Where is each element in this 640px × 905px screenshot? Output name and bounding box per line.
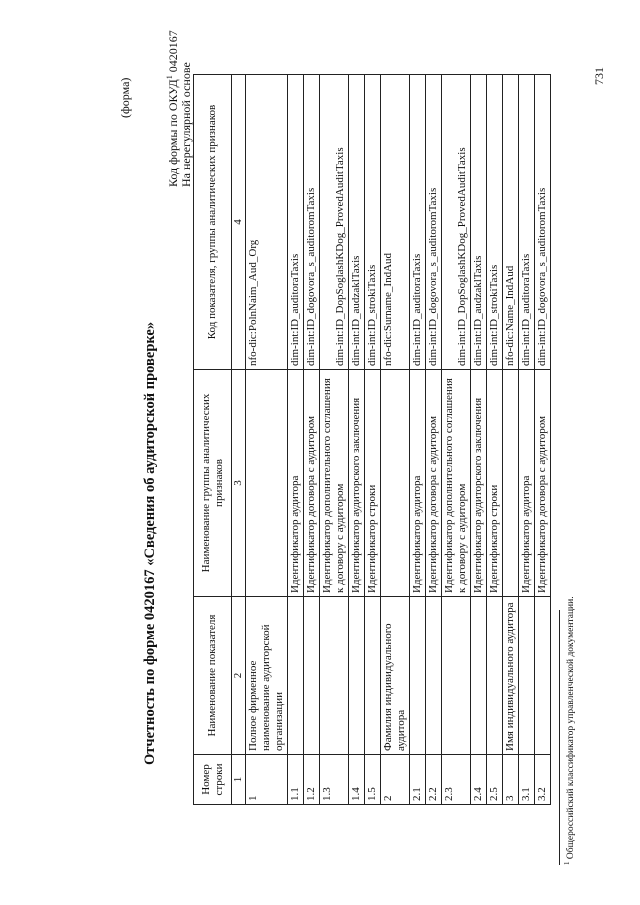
- indicator-code-cell: nfo-dic:Surname_IndAud: [381, 75, 410, 370]
- column-number: 3: [232, 370, 246, 597]
- group-name-cell: Идентификатор аудитора: [288, 370, 304, 597]
- row-number-cell: 2.2: [426, 755, 442, 805]
- indicator-code-cell: nfo-dic:Name_IndAud: [503, 75, 519, 370]
- table-row: [349, 75, 365, 805]
- indicator-name-cell: [519, 597, 535, 755]
- indicator-code-cell: dim-int:ID_auditoraTaxis: [519, 75, 535, 370]
- group-name-cell: Идентификатор договора с аудитором: [304, 370, 320, 597]
- table-row: [426, 75, 442, 805]
- table-body: [246, 75, 551, 805]
- indicator-code-cell: dim-int:ID_strokiTaxis: [487, 75, 503, 370]
- table-header-row: [194, 75, 232, 805]
- group-name-cell: Идентификатор аудиторского заключения: [471, 370, 487, 597]
- table-row: [381, 75, 410, 805]
- document-title: Отчетность по форме 0420167 «Сведения об аудиторской проверке»: [142, 321, 158, 765]
- row-number-cell: 3.2: [535, 755, 551, 805]
- indicator-code-cell: dim-int:ID_auditoraTaxis: [410, 75, 426, 370]
- row-number-cell: 2.5: [487, 755, 503, 805]
- table-row: [503, 75, 519, 805]
- indicator-code-cell: dim-int:ID_DopSoglashKDog_ProvedAuditTaxis: [442, 75, 471, 370]
- table-row: [288, 75, 304, 805]
- group-name-cell: Идентификатор строки: [365, 370, 381, 597]
- okud-code: 0420167: [166, 30, 180, 73]
- indicator-name-cell: [426, 597, 442, 755]
- indicator-code-cell: dim-int:ID_dogovora_s_auditoromTaxis: [535, 75, 551, 370]
- table-row: [487, 75, 503, 805]
- indicator-code-cell: dim-int:ID_dogovora_s_auditoromTaxis: [426, 75, 442, 370]
- row-number-cell: 3: [503, 755, 519, 805]
- group-name-cell: [381, 370, 410, 597]
- indicator-name-cell: Имя индивидуального аудитора: [503, 597, 519, 755]
- indicator-code-cell: dim-int:ID_auditoraTaxis: [288, 75, 304, 370]
- row-number-cell: 1.5: [365, 755, 381, 805]
- group-name-cell: Идентификатор аудиторского заключения: [349, 370, 365, 597]
- row-number-cell: 1.3: [320, 755, 349, 805]
- group-name-cell: Идентификатор аудитора: [519, 370, 535, 597]
- indicator-table-wrapper: [193, 75, 551, 805]
- indicator-name-cell: Фамилия индивидуального аудитора: [381, 597, 410, 755]
- indicator-name-cell: [471, 597, 487, 755]
- header-indicator-code: Код показателя, группы аналитических признаков: [194, 75, 232, 370]
- table-row: [471, 75, 487, 805]
- row-number-cell: 1: [246, 755, 288, 805]
- footnote: [563, 596, 576, 865]
- group-name-cell: Идентификатор договора с аудитором: [535, 370, 551, 597]
- reporting-frequency: На нерегулярной основе: [179, 62, 193, 187]
- table-row: [246, 75, 288, 805]
- indicator-code-cell: dim-int:ID_dogovora_s_auditoromTaxis: [304, 75, 320, 370]
- group-name-cell: [246, 370, 288, 597]
- header-row-number: Номер строки: [194, 755, 232, 805]
- table-row: [442, 75, 471, 805]
- row-number-cell: 3.1: [519, 755, 535, 805]
- indicator-code-cell: dim-int:ID_audzaklTaxis: [471, 75, 487, 370]
- row-number-cell: 1.1: [288, 755, 304, 805]
- table-row: [535, 75, 551, 805]
- indicator-code-cell: dim-int:ID_audzaklTaxis: [349, 75, 365, 370]
- group-name-cell: Идентификатор аудитора: [410, 370, 426, 597]
- table-row: [519, 75, 535, 805]
- indicator-name-cell: [442, 597, 471, 755]
- group-name-cell: Идентификатор строки: [487, 370, 503, 597]
- table-row: [304, 75, 320, 805]
- indicator-name-cell: [288, 597, 304, 755]
- group-name-cell: Идентификатор договора с аудитором: [426, 370, 442, 597]
- indicator-name-cell: Полное фирменное наименование аудиторской организации: [246, 597, 288, 755]
- group-name-cell: Идентификатор дополнительного соглашения к договору с аудитором: [442, 370, 471, 597]
- indicator-code-cell: dim-int:ID_strokiTaxis: [365, 75, 381, 370]
- row-number-cell: 1.2: [304, 755, 320, 805]
- indicator-code-cell: dim-int:ID_DopSoglashKDog_ProvedAuditTaxis: [320, 75, 349, 370]
- form-label: (форма): [118, 77, 132, 118]
- table-column-numbers-row: [232, 75, 246, 805]
- footnote-mark: 1: [563, 861, 571, 865]
- header-indicator-name: Наименование показателя: [194, 597, 232, 755]
- indicator-name-cell: [320, 597, 349, 755]
- okud-footnote-mark: 1: [165, 75, 174, 80]
- indicator-name-cell: [349, 597, 365, 755]
- row-number-cell: 2.1: [410, 755, 426, 805]
- row-number-cell: 2.4: [471, 755, 487, 805]
- row-number-cell: 2.3: [442, 755, 471, 805]
- indicator-name-cell: [304, 597, 320, 755]
- table-row: [320, 75, 349, 805]
- table-row: [365, 75, 381, 805]
- row-number-cell: 2: [381, 755, 410, 805]
- indicator-name-cell: [535, 597, 551, 755]
- group-name-cell: Идентификатор дополнительного соглашения к договору с аудитором: [320, 370, 349, 597]
- indicator-code-cell: nfo-dic:PolnNaim_Aud_Org: [246, 75, 288, 370]
- column-number: 1: [232, 755, 246, 805]
- indicator-name-cell: [410, 597, 426, 755]
- column-number: 2: [232, 597, 246, 755]
- footnote-divider: [559, 610, 560, 865]
- indicator-name-cell: [487, 597, 503, 755]
- column-number: 4: [232, 75, 246, 370]
- okud-text: Код формы по ОКУД: [166, 79, 180, 187]
- header-group-name: Наименование группы аналитических признаков: [194, 370, 232, 597]
- row-number-cell: 1.4: [349, 755, 365, 805]
- page-number: 731: [592, 67, 606, 85]
- table-row: [410, 75, 426, 805]
- group-name-cell: [503, 370, 519, 597]
- indicator-table: [193, 74, 551, 805]
- indicator-name-cell: [365, 597, 381, 755]
- footnote-text: Общероссийский классификатор управленческой документации.: [566, 596, 577, 860]
